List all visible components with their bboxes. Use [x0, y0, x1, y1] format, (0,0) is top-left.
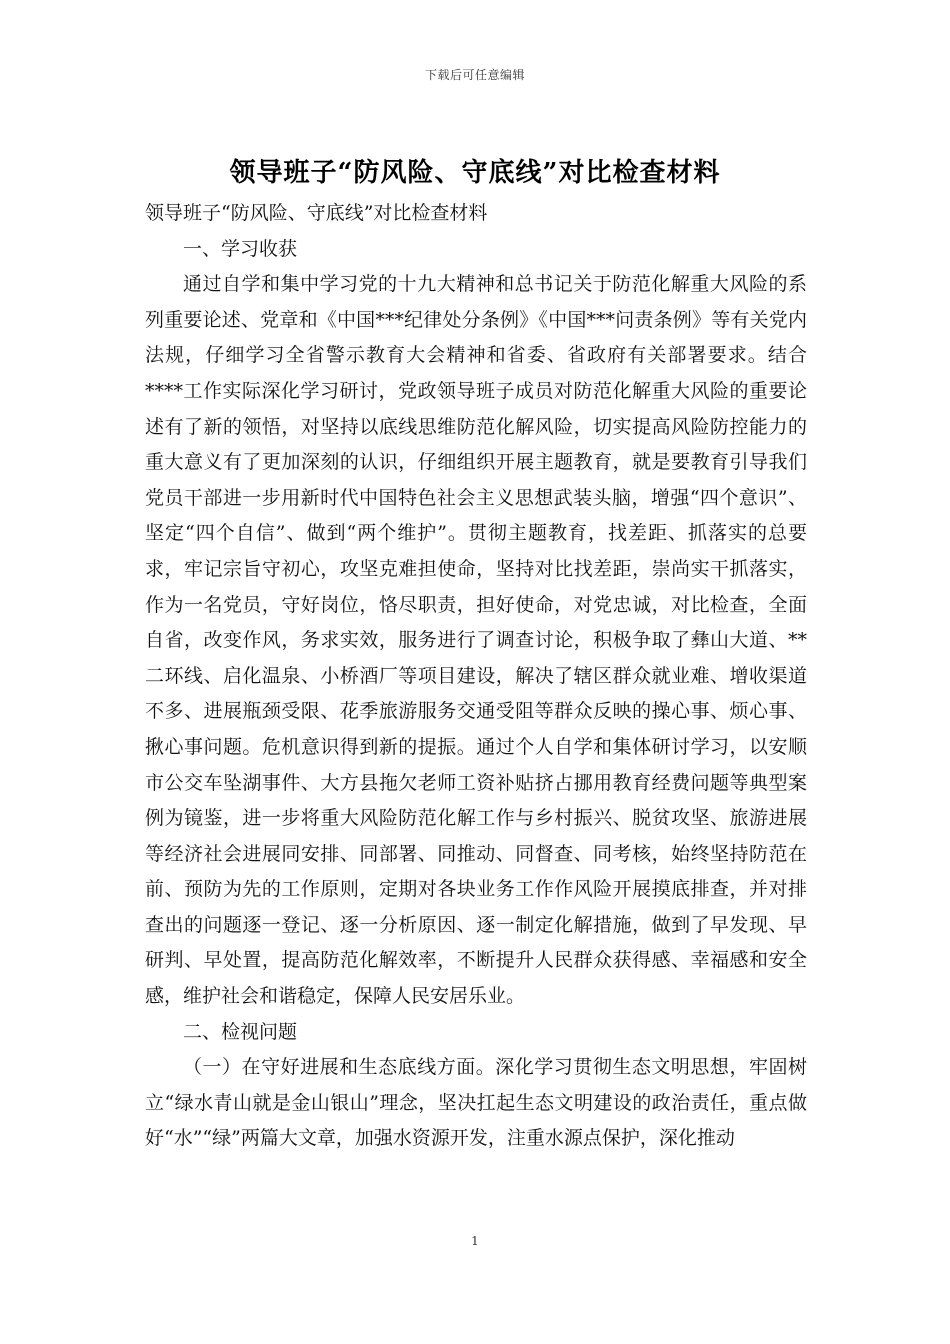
section-1-paragraph: 通过自学和集中学习党的十九大精神和总书记关于防范化解重大风险的系列重要论述、党章和《中国***纪律处分条例》《中国***问责条例》等有关党内法规，仔细学习全省警示教育大会精神和省委、省政府有关部署要求。结合****工作实际深化学习研讨，党政领导班子成员对防范化解重大风险的重要论述有了新的领悟，对坚持以底线思维防范化解风险，切实提高风险防控能力的重大意义有了更加深刻的认识，仔细组织开展主题教育，就是要教育引导我们党员干部进一步用新时代中国特色社会主义思想武装头脑，增强“四个意识”、坚定“四个自信”、做到“两个维护”。贯彻主题教育，找差距、抓落实的总要求，牢记宗旨守初心，攻坚克难担使命，坚持对比找差距，崇尚实干抓落实，作为一名党员，守好岗位，恪尽职责，担好使命，对党忠诚，对比检查，全面自省，改变作风，务求实效，服务进行了调查讨论，积极争取了彝山大道、**二环线、启化温泉、小桥酒厂等项目建设，解决了辖区群众就业难、增收渠道不多、进展瓶颈受限、花季旅游服务交通受阻等群众反映的操心事、烦心事、揪心事问题。危机意识得到新的提振。通过个人自学和集体研讨学习，以安顺市公交车坠湖事件、大方县拖欠老师工资补贴挤占挪用教育经费问题等典型案例为镜鉴，进一步将重大风险防范化解工作与乡村振兴、脱贫攻坚、旅游进展等经济社会进展同安排、同部署、同推动、同督查、同考核，始终坚持防范在前、预防为先的工作原则，定期对各块业务工作作风险开展摸底排查，并对排查出的问题逐一登记、逐一分析原因、逐一制定化解措施，做到了早发现、早研判、早处置，提高防范化解效率，不断提升人民群众获得感、幸福感和安全感，维护社会和谐稳定，保障人民安居乐业。 [145, 273, 807, 1008]
section-2-heading: 二、检视问题 [183, 1020, 298, 1043]
header-note: 下载后可任意编辑 [424, 68, 525, 82]
page-number: 1 [471, 1234, 479, 1248]
section-1-heading: 一、学习收获 [183, 237, 298, 260]
document-subtitle: 领导班子“防风险、守底线”对比检查材料 [145, 202, 488, 224]
document-title: 领导班子“防风险、守底线”对比检查材料 [229, 158, 721, 188]
section-2-paragraph: （一）在守好进展和生态底线方面。深化学习贯彻生态文明思想，牢固树立“绿水青山就是金山银山”理念，坚决扛起生态文明建设的政治责任，重点做好“水”“绿”两篇大文章，加强水资源开发，注重水源点保护，深化推动 [145, 1056, 807, 1150]
document-body [145, 196, 807, 1157]
